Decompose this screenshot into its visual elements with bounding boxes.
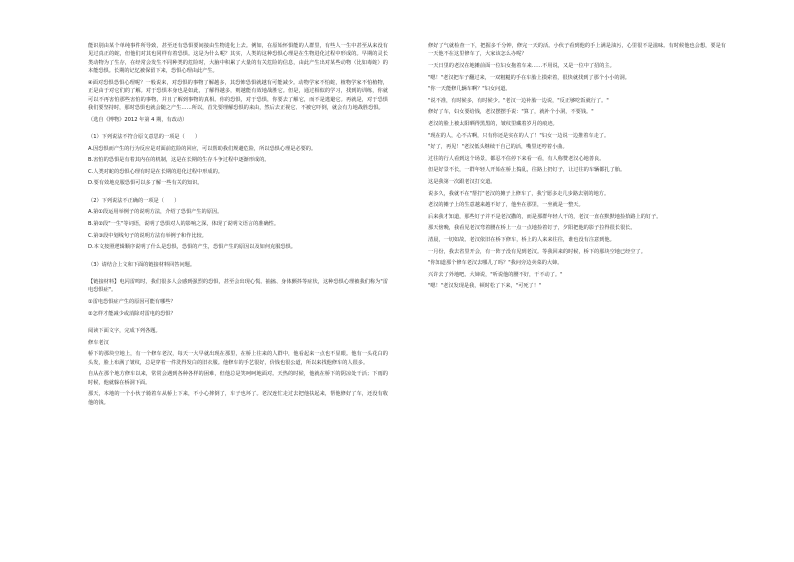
paragraph: 但是好景不长，一群年轻人开始在桥上捣乱，往路上扔钉子，让过往的车辆都扎了胎。 bbox=[428, 167, 626, 174]
option: D.本文按照逻辑顺序说明了什么是恐惧，恐惧的产生，恐惧产生的原因以及如何克服恐惧。 bbox=[88, 244, 296, 251]
right-column bbox=[428, 42, 726, 294]
option: D.要有效地克服恐惧可以多了解一些有关的知识。 bbox=[88, 180, 203, 187]
source-note: （选自《博物》2012 年第 4 期，有改动） bbox=[88, 116, 188, 123]
link-material: 【链接材料】电闪雷鸣时，我们很多人会感到强烈的恐惧，甚至会出现心慌、抽搐、身体颤抖等症状，这种恐惧心理被我们称为"雷电恐惧症"。 bbox=[88, 279, 388, 294]
paragraph: "说不准，有时候多，有时候少。"老汉一边补胎一边说，"反正够吃饭就行了。" bbox=[428, 97, 609, 104]
paragraph: "现在的人，心不古啊，只有你还是实在的人了！"妇女一边说一边推着车走了。 bbox=[428, 132, 610, 139]
option: C.第③段中划线句子的说明方法有举例子和作比较。 bbox=[88, 232, 207, 239]
paragraph: 桥下的那块空地上，有一个修车老汉，每天一大早就出现在那里，在桥上往来的人群中，他看起来一点也不显眼。他有一头花白的头发，脸上布满了皱纹，总是穿着一件洗得发白的旧衣服。他修车的手艺很好，价钱也很公道，所以来找他修车的人很多。 bbox=[88, 351, 388, 366]
option: B.害怕的恐惧是有着其内在的机制，这是在长期的生存斗争过程中逐渐形成的。 bbox=[88, 157, 270, 164]
paragraph: 这是我第一次跟老汉打交道。 bbox=[428, 178, 496, 185]
paragraph: "你一天能修几辆车啊？"妇女问道。 bbox=[428, 86, 511, 93]
question: （1）下列说法不符合原文意思的一项是（ ） bbox=[88, 134, 201, 141]
paragraph: 那天傍晚，我看见老汉弯着腰在桥上一点一点地捡着钉子，夕阳把他的影子拉得很长很长。 bbox=[428, 225, 636, 232]
paragraph: "好了，再见！"老汉低头继续干自己的活，嘴里还哼着小曲。 bbox=[428, 144, 568, 151]
paragraph: 过往的行人看到这个场景，都忍不住停下来看一看，有人称赞老汉心地善良。 bbox=[428, 155, 605, 162]
paragraph: 一月份，我去省里开会，有一阵子没有见到老汉。等我回来的时候，桥下的那块空地已经空了。 bbox=[428, 248, 646, 255]
paragraph: 修好了车，妇女要给钱，老汉摆摆手说："算了，就补个小洞，不要钱。" bbox=[428, 109, 594, 116]
paragraph: ④面对恐惧恐惧心理呢？一般说来，对恐惧的事物了解越多，其恐怖恐惧就越有可能减少。动物学家不怕蛇，植物学家不怕植物，正是由于对它们的了解。对于恐惧本身也是如此，了解得越多，则越能有效地战胜它。但是，通过相似的学习，找到的训练，你就可以不再害怕那些害怕的事物，并且了解到事物的真相。你的恐惧，对于恐惧，你要去了解它，而不是逃避它。再就是，对于恐惧我们要坚持时，那时恐惧也就会随之产生……所以，首先要理解恐惧的来由，然后去正视它、不被它吓倒，就会有力地战胜恐惧。 bbox=[88, 79, 388, 112]
instruction: 阅读下面文字，完成下列各题。 bbox=[88, 328, 161, 334]
paragraph: 那天，本地的一个小伙子骑着车从桥上下来，不小心摔倒了，车子也坏了。老汉连忙走过去把他扶起来，帮他修好了车，还没有收他的钱。 bbox=[88, 391, 388, 406]
paragraph: "嗯！"老汉发现是我，顿时松了下来，"可死了！" bbox=[428, 283, 542, 290]
paragraph: 后来我才知道，那些钉子并不是老汉撒的，而是那群年轻人干的，老汉一直在默默地捡拾路上的钉子。 bbox=[428, 213, 662, 220]
sub-question: ②怎样才能减少或消除对雷电的恐惧？ bbox=[88, 310, 176, 317]
paragraph: 自从在那个地方修车以来，常常会遇到各种各样的困难，但他总是笑呵呵地面对。天热的时候，他就在桥下的阴凉处干活；下雨的时候，他就躲在桥洞下面。 bbox=[88, 371, 388, 386]
paragraph: 清晨，一切如故。老汉依旧在桥下修车，桥上的人来来往往，谁也没有注意到他。 bbox=[428, 236, 615, 243]
option: B.第②段"一生"等词语，说明了恐惧对人的影响之深，体现了说明文语言的准确性。 bbox=[88, 221, 280, 227]
paragraph: 说多久，我就不在"帮打"老汉的摊子上修车了，我宁愿多走几步路去别的地方。 bbox=[428, 190, 610, 197]
question: （2）下列说法不正确的一项是（ ） bbox=[88, 197, 180, 204]
paragraph: 修好了气就检查一下，把握多千分钟，修完一天的活。小伙子看到他的手上满是油污，心里很不是滋味。有时候他也会想，要是有一天他不在这里修车了，大家该怎么办呢？ bbox=[428, 43, 726, 58]
paragraph: 兴许去了外地吧。大婶说，"听说他的腰不好，干不动了。" bbox=[428, 271, 563, 278]
sub-question: ①雷电恐惧症产生的原因可能有哪些？ bbox=[88, 299, 176, 305]
option: A.第①段运用举例子的说明方法，介绍了恐惧产生的原因。 bbox=[88, 209, 223, 216]
paragraph: 能识别由某个单纯事件所导致，甚至还有恐惧要间接由生物进化上去。例如，在原始怀惧能的人群里，有些人一生中甚至从来没有见过真正的蛇，但他们对其也同样有着恐惧。这是为什么呢？其实，人类的这种恐惧心理是在生物进化过程中形成的。早期的灵长类动物为了生存，在经常会发生不同种类的危险时，大脑中积累了大量的有关危险的信息，由此产生出对某些动物（比如毒蛇）的本能恐惧。长期的记忆被保留下来，恐惧心理由此产生。 bbox=[88, 43, 388, 75]
paragraph: "嗯！"老汉把车子翻过来，一双粗糙的手在车胎上摸索着，很快就找到了那个小小的洞。 bbox=[428, 74, 630, 81]
option: C.人类对蛇的恐惧心理有时是在长期的进化过程中形成的。 bbox=[88, 168, 223, 175]
paragraph: "你知道那个修车老汉去哪儿了吗？"我问旁边卖菜的大婶。 bbox=[428, 260, 563, 267]
paragraph: 一天日里的老汉在地摊前面一位妇女拖着车来……不用说，又是一位中了招的主。 bbox=[428, 63, 615, 69]
paragraph: 老汉的脸上被太阳晒得黑黑的，皱纹里藏着岁月的痕迹。 bbox=[428, 120, 558, 127]
paragraph: 老汉的摊子上的生意越来越不好了，他坐在那里，一坐就是一整天。 bbox=[428, 202, 584, 209]
option: A.因恐惧而产生的行为反应是对面前危险的回应，可以帮助我们规避危险，所以恐惧心理是必要的。 bbox=[88, 145, 317, 152]
left-column bbox=[88, 42, 388, 410]
story-title: 修车老汉 bbox=[88, 339, 109, 346]
question: （3）请结合上文和下面的链接材料回答问题。 bbox=[88, 261, 196, 268]
